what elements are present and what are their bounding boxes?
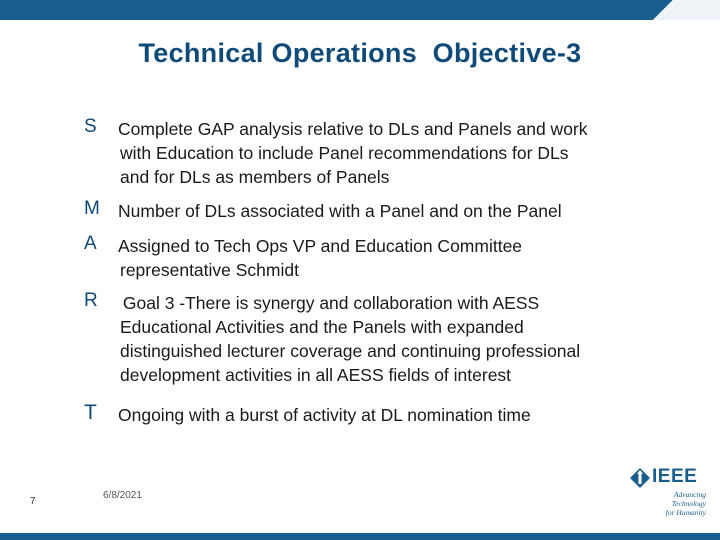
item-letter: M: [84, 198, 100, 219]
item-letter: A: [84, 233, 97, 254]
item-text: [120, 199, 690, 223]
item-letter: R: [84, 290, 98, 311]
item-line: and for DLs as members of Panels: [120, 167, 390, 187]
item-line: Educational Activities and the Panels with expanded: [120, 317, 524, 337]
page-number: 7: [30, 496, 36, 507]
ieee-logo: [630, 466, 708, 517]
item-letter: T: [84, 401, 97, 424]
item-text: [120, 234, 690, 282]
item-text: [120, 403, 690, 427]
bottom-banner: [0, 533, 720, 540]
item-line: Goal 3 -There is synergy and collaboration with AESS: [118, 293, 540, 313]
logo-tagline-line: Advancing Technology: [671, 490, 706, 508]
item-line: distinguished lecturer coverage and continuing professional: [120, 341, 581, 361]
top-banner-accent: [628, 0, 720, 20]
item-text: [120, 117, 690, 189]
item-line: Complete GAP analysis relative to DLs and Panels and work: [118, 119, 588, 139]
item-line: Assigned to Tech Ops VP and Education Committee: [118, 236, 523, 256]
item-line: Number of DLs associated with a Panel and on the Panel: [118, 201, 562, 221]
logo-tagline-line: for Humanity: [665, 508, 706, 517]
item-line: development activities in all AESS fields of interest: [120, 365, 512, 385]
slide-date: 6/8/2021: [103, 490, 142, 501]
item-line: with Education to include Panel recommendations for DLs: [120, 143, 569, 163]
item-line: representative Schmidt: [120, 260, 299, 280]
logo-tagline: [644, 490, 706, 517]
top-banner: [0, 0, 720, 20]
item-text: [120, 291, 690, 387]
logo-wordmark: IEEE: [652, 466, 698, 487]
item-letter: S: [84, 116, 97, 137]
slide-title: Technical Operations Objective-3: [138, 38, 582, 68]
ieee-diamond-icon: [630, 468, 650, 488]
item-line: Ongoing with a burst of activity at DL nomination time: [118, 405, 531, 425]
